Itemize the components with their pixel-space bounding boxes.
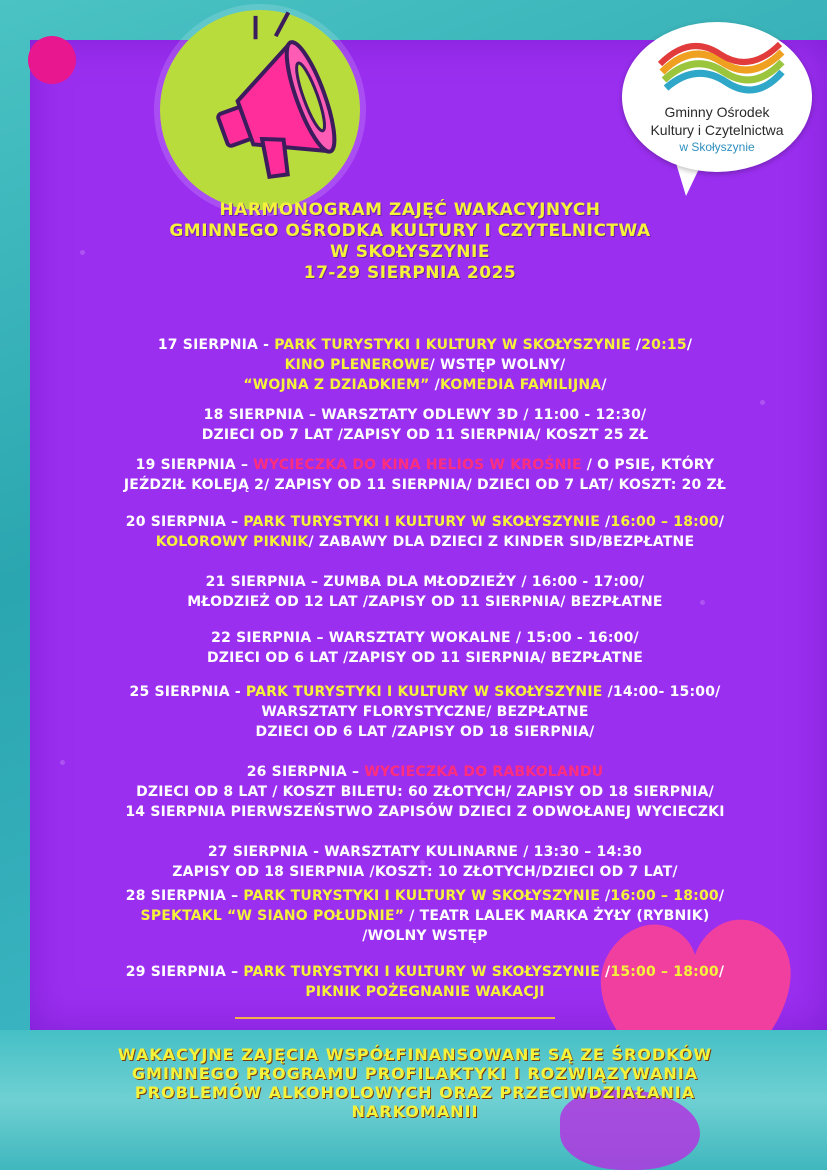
schedule-entry-28 [40, 886, 810, 946]
separator: / [599, 514, 611, 530]
schedule-entry-20 [40, 512, 810, 552]
entry-time: 16:00 – 18:00 [610, 514, 719, 530]
title-line: W SKOŁYSZYNIE [330, 242, 490, 262]
schedule-entry-19 [40, 455, 810, 495]
megaphone-badge [160, 10, 360, 210]
entry-info: / WSTĘP WOLNY/ [429, 357, 566, 373]
schedule-entry-22 [40, 628, 810, 668]
entry-date: 29 SIERPNIA – [125, 964, 244, 980]
separator: / [718, 514, 725, 530]
entry-venue: PARK TURYSTYKI I KULTURY W SKOŁYSZYNIE [243, 888, 600, 904]
funding-line: WAKACYJNE ZAJĘCIA WSPÓŁFINANSOWANE SĄ ZE ŚRODKÓW [117, 1045, 713, 1064]
entry-line: MŁODZIEŻ OD 12 LAT /ZAPISY OD 11 SIERPNIA/ BEZPŁATNE [187, 594, 663, 610]
entry-line: DZIECI OD 8 LAT / KOSZT BILETU: 60 ZŁOTYCH/ ZAPISY OD 18 SIERPNIA/ [136, 784, 714, 800]
entry-line: 18 SIERPNIA – WARSZTATY ODLEWY 3D / 11:00 - 12:30/ [203, 407, 647, 423]
separator: / [601, 377, 607, 393]
entry-line: DZIECI OD 6 LAT /ZAPISY OD 11 SIERPNIA/ BEZPŁATNE [206, 650, 644, 666]
entry-date: 20 SIERPNIA – [125, 514, 244, 530]
funding-line: GMINNEGO PROGRAMU PROFILAKTYKI I ROZWIĄZYWANIA [131, 1064, 699, 1083]
entry-line: DZIECI OD 7 LAT /ZAPISY OD 11 SIERPNIA/ KOSZT 25 ZŁ [201, 427, 649, 443]
entry-line [40, 962, 810, 982]
separator: / [718, 964, 725, 980]
entry-info: / O PSIE, KTÓRY [581, 457, 715, 473]
entry-venue: PARK TURYSTYKI I KULTURY W SKOŁYSZYNIE [245, 684, 603, 700]
entry-genre: KOMEDIA FAMILIJNA [439, 377, 602, 393]
entry-time: 15:00 – 18:00 [610, 964, 719, 980]
entry-line: 14 SIERPNIA PIERWSZEŃSTWO ZAPISÓW DZIECI Z ODWOŁANEJ WYCIECZKI [125, 804, 725, 820]
schedule-entry-29 [40, 962, 810, 1002]
entry-line [40, 375, 810, 395]
logo-stripes-icon [622, 22, 812, 102]
entry-line [40, 532, 810, 552]
divider [235, 1017, 555, 1019]
separator: / [630, 337, 642, 353]
separator: / [686, 337, 693, 353]
page-title [60, 200, 760, 284]
entry-date: 28 SIERPNIA – [125, 888, 244, 904]
entry-time: 20:15 [641, 337, 687, 353]
megaphone-icon [160, 10, 360, 210]
separator: / [599, 888, 611, 904]
organization-logo [622, 22, 812, 172]
schedule-entry-25 [40, 682, 810, 742]
entry-info: / ZABAWY DLA DZIECI Z KINDER SID/BEZPŁATNE [308, 534, 695, 550]
entry-info: / TEATR LALEK MARKA ŻYŁY (RYBNIK) [404, 908, 710, 924]
entry-line [40, 762, 810, 782]
separator: / [429, 377, 440, 393]
entry-date: 25 SIERPNIA - [129, 684, 246, 700]
entry-trip: WYCIECZKA DO RABKOLANDU [364, 764, 604, 780]
decor-pink-blob [28, 36, 76, 84]
entry-date: 26 SIERPNIA – [246, 764, 365, 780]
entry-line [40, 455, 810, 475]
entry-line: 27 SIERPNIA - WARSZTATY KULINARNE / 13:30 – 14:30 [207, 844, 643, 860]
entry-event: PIKNIK POŻEGNANIE WAKACJI [305, 984, 545, 1000]
logo-text-line3: w Skołyszynie [679, 140, 755, 154]
schedule-entry-26 [40, 762, 810, 822]
title-line: GMINNEGO OŚRODKA KULTURY I CZYTELNICTWA [169, 221, 651, 241]
entry-line: JEŹDZIŁ KOLEJĄ 2/ ZAPISY OD 11 SIERPNIA/ DZIECI OD 7 LAT/ KOSZT: 20 ZŁ [123, 477, 727, 493]
entry-line [40, 512, 810, 532]
logo-text-line2: Kultury i Czytelnictwa [650, 122, 784, 138]
entry-line [40, 682, 810, 702]
entry-film-title: “WOJNA Z DZIADKIEM” [243, 377, 430, 393]
entry-venue: PARK TURYSTYKI I KULTURY W SKOŁYSZYNIE [243, 964, 600, 980]
schedule-entry-21 [40, 572, 810, 612]
title-date-range: 17-29 SIERPNIA 2025 [303, 263, 517, 283]
entry-date: 17 SIERPNIA - [157, 337, 275, 353]
entry-date: 19 SIERPNIA – [135, 457, 254, 473]
entry-line: 22 SIERPNIA – WARSZTATY WOKALNE / 15:00 - 16:00/ [211, 630, 639, 646]
funding-line: PROBLEMÓW ALKOHOLOWYCH ORAZ PRZECIWDZIAŁANIA [134, 1083, 696, 1102]
entry-line [40, 906, 810, 926]
entry-venue: PARK TURYSTYKI I KULTURY W SKOŁYSZYNIE [243, 514, 600, 530]
entry-line: 21 SIERPNIA – ZUMBA DLA MŁODZIEŻY / 16:00 - 17:00/ [205, 574, 645, 590]
funding-note [30, 1045, 800, 1121]
entry-time: 16:00 – 18:00 [610, 888, 719, 904]
entry-time: /14:00- 15:00/ [602, 684, 721, 700]
entry-line: WARSZTATY FLORYSTYCZNE/ BEZPŁATNE [261, 704, 589, 720]
entry-line: DZIECI OD 6 LAT /ZAPISY OD 18 SIERPNIA/ [255, 724, 595, 740]
schedule-entry-27 [40, 842, 810, 882]
entry-trip: WYCIECZKA DO KINA HELIOS W KROŚNIE [253, 457, 582, 473]
entry-event: SPEKTAKL “W SIANO POŁUDNIE” [140, 908, 405, 924]
funding-line: NARKOMANII [351, 1102, 479, 1121]
separator: / [599, 964, 611, 980]
entry-line: ZAPISY OD 18 SIERPNIA /KOSZT: 10 ZŁOTYCH/DZIECI OD 7 LAT/ [172, 864, 678, 880]
entry-event: KOLOROWY PIKNIK [155, 534, 309, 550]
logo-text-line1: Gminny Ośrodek [664, 104, 770, 120]
entry-line [40, 335, 810, 355]
entry-venue: PARK TURYSTYKI I KULTURY W SKOŁYSZYNIE [274, 337, 631, 353]
schedule-entry-18 [40, 405, 810, 445]
entry-line [40, 886, 810, 906]
separator: / [718, 888, 725, 904]
title-line: HARMONOGRAM ZAJĘĆ WAKACYJNYCH [219, 200, 601, 220]
entry-line [40, 355, 810, 375]
entry-event: KINO PLENEROWE [284, 357, 430, 373]
entry-line: /WOLNY WSTĘP [362, 928, 488, 944]
schedule-entry-17 [40, 335, 810, 395]
